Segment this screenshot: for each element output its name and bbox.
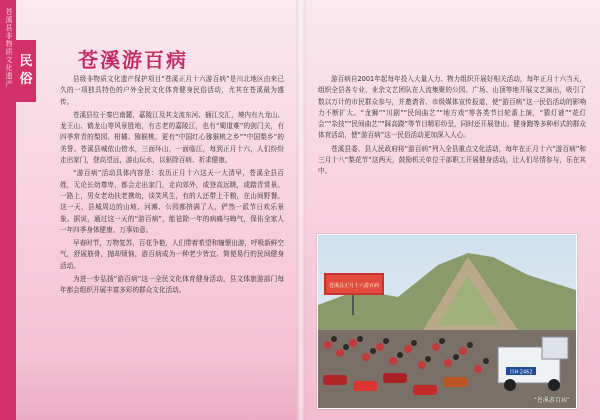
category-char-1: 民 bbox=[19, 54, 33, 69]
right-paragraph-2: 苍溪县委、县人民政府将“游百病”列入全县重点文化活动，每年在正月十六“游百病”和三月十八“梨花节”这两天，鼓励机关单位干部职工开展健身活动，让人们尽情参与，乐在其中。 bbox=[318, 144, 586, 176]
left-paragraph-3: “游百病”活动具体内容是：农历正月十六这天一大清早，苍溪全县百姓，无论长幼尊卑，都会走出家门，走向郊外，或登高远眺，或踏青赏景。一路上，男女老幼扶老携幼，谈笑风生，有的人还带上干粮，在山间野餐。这一天，县城周边的山坡、河滩、公园都挤满了人，俨然一派节日欢乐景象。据说，通过这一天的“游百病”，能祛除一年的病痛与晦气，保佑全家人一年四季身体健康、万事如意。 bbox=[60, 169, 284, 234]
background-crowd-fade bbox=[16, 360, 296, 420]
article-title: 苍溪游百病 bbox=[78, 48, 188, 72]
left-paragraph-1: 县级非物质文化遗产保护项目“苍溪正月十六游百病”是川北地区由来已久的一项独具特色的户外全民文化体育健身民俗活动，尤其在苍溪最为盛传。 bbox=[60, 75, 284, 106]
billboard-text: 苍溪县正月十六游百病 bbox=[328, 283, 380, 289]
category-char-2: 俗 bbox=[19, 72, 33, 87]
left-column bbox=[60, 74, 284, 299]
category-tab bbox=[16, 40, 36, 102]
photo-caption: “苍溪游百病” bbox=[533, 397, 570, 404]
side-band bbox=[0, 0, 16, 420]
festival-photo-illustration bbox=[318, 235, 576, 408]
side-band-text: 苍溪县非物质文化遗产 bbox=[5, 8, 13, 88]
festival-photo bbox=[317, 234, 577, 409]
left-paragraph-4: 早春时节，万物复苏，百花争艳，人们带着希望和憧憬出游，呼吸新鲜空气，舒展筋骨，抛却烦恼，游百病成为一种老少皆宜、简便易行的民间健身活动。 bbox=[60, 239, 284, 270]
left-paragraph-2: 苍溪县位于秦巴南麓，嘉陵江及其支流东河、插江交汇，境内有九龙山、龙王山、鹤龙山等风景胜地，有古老的嘉陵江，也有“蜀道难”的剑门关，有四季常青的梨园、柑橘、猕猴桃，更有“中国红心猕猴桃之乡”“中国梨乡”的美誉。苍溪县城依山傍水，三面环山，一面临江，每到正月十六，人们纷纷走出家门，登高望远，游山玩水，以驱除百病、祈求健康。 bbox=[60, 110, 284, 165]
vehicle-plate: 川H·2462 bbox=[509, 369, 533, 376]
left-paragraph-5: 为进一步弘扬“游百病”这一全民文化体育健身活动，县文体旅游部门每年都会组织开展丰富多彩的群众文化活动。 bbox=[60, 275, 284, 295]
right-column bbox=[318, 74, 586, 180]
page-gutter bbox=[296, 0, 306, 420]
right-paragraph-1: 游百病自2001年起每年投入大量人力、物力组织开展好相关活动，每年正月十六当天，组织全县各专业、业余文艺团队在人流集聚的公园、广场、山顶等地开展文艺演出，吸引了数以万计的市民群众参与，并邀请省、市级媒体宣传报道，使“游百病”这一民俗活动的影响力不断扩大。“龙狮”“川剧”“民间曲艺”“地方戏”等各类节目轮番上演，“猜灯谜”“花灯会”“杂技”“民间曲艺”“踩高跷”等节目精彩纷呈，同时还开展登山、健身跑等多种形式的群众体育活动，使“游百病”这一民俗活动更加深入人心。 bbox=[318, 75, 586, 140]
